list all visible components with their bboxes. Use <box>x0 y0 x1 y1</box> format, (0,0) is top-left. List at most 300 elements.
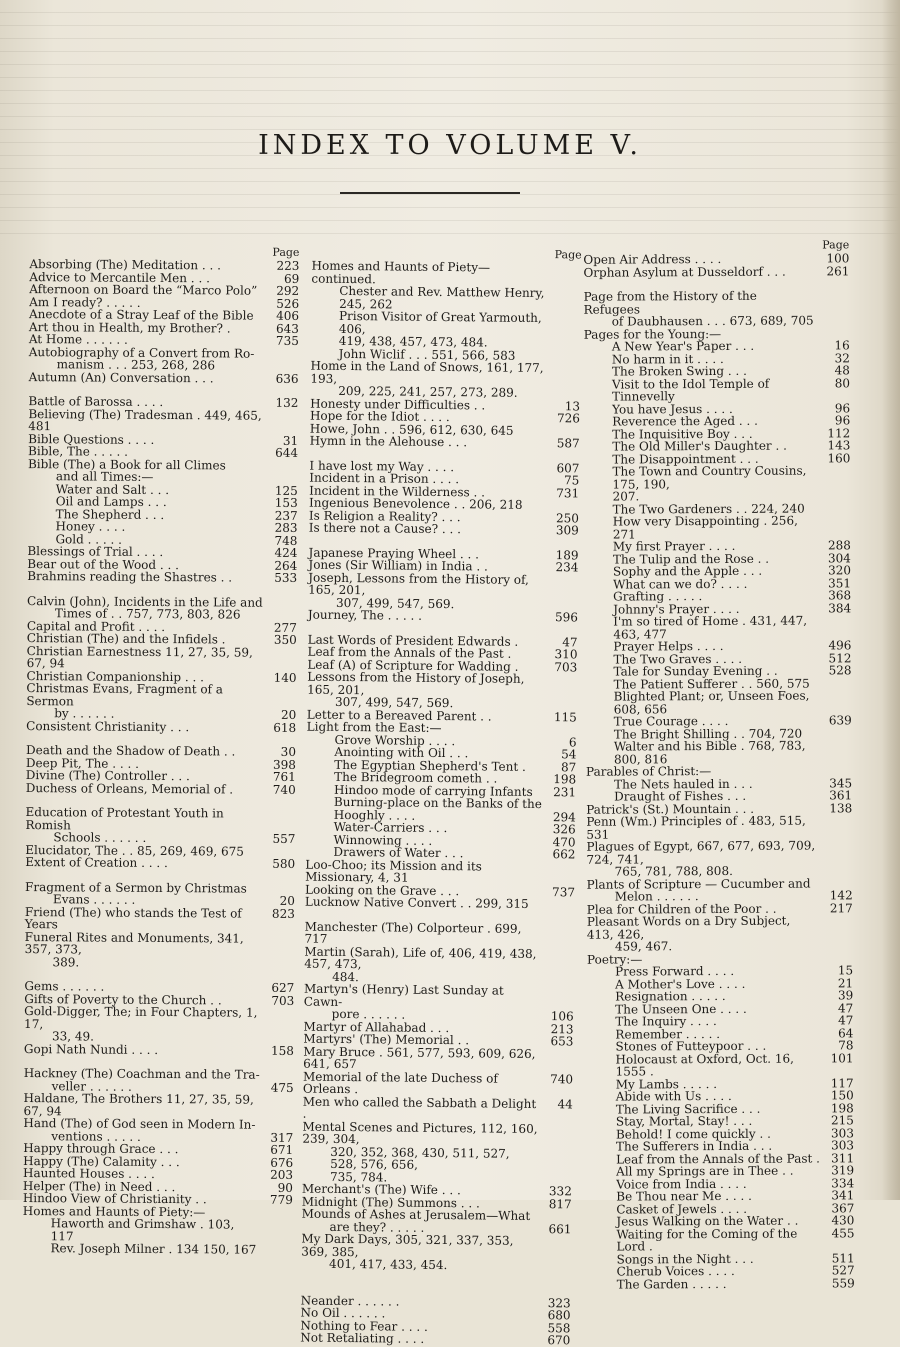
entry-page-number: 231 <box>553 784 577 799</box>
entry-page-number: 215 <box>830 1113 854 1128</box>
entry-title: Plagues of Egypt, 667, 677, 693, 709, 724, 741, <box>586 838 816 867</box>
title-rule <box>340 192 520 194</box>
entry-title: Page from the History of the Refugees <box>583 288 757 317</box>
entry-title: Holocaust at Oxford, Oct. 16, 1555 . <box>615 1051 794 1079</box>
index-entry <box>587 914 853 940</box>
entry-title: Pages for the Young:— <box>583 326 722 342</box>
entry-page-number: 292 <box>276 283 300 298</box>
entry-page-number: 596 <box>554 610 578 625</box>
entry-title: Water-Carriers . . . <box>333 819 448 836</box>
entry-title: Bible (The) a Book for all Climes <box>27 456 226 472</box>
entry-page-number: 731 <box>556 485 580 500</box>
entry-page-number: 142 <box>829 888 853 903</box>
entry-title: Haldane, The Brothers 11, 27, 35, 59, 67, 94 <box>23 1091 254 1118</box>
entry-title: Cherub Voices . . . . <box>616 1263 735 1279</box>
entry-title: Bible, The . . . . . <box>28 444 129 459</box>
entry-title: Capital and Profit . . . . <box>26 618 166 634</box>
entry-title: The Shepherd . . . <box>55 506 165 522</box>
entry-page-number: 217 <box>829 900 853 915</box>
entry-title: Burning-place on the Banks of the <box>333 794 542 812</box>
entry-title: Friend (The) who stands the Test of Years <box>24 904 242 932</box>
entry-title: Last Words of President Edwards . <box>307 632 519 649</box>
entry-page-number: 740 <box>272 782 296 797</box>
index-entry <box>586 689 852 715</box>
entry-title: Evans . . . . . . <box>52 892 136 907</box>
entry-title: Not Retaliating . . . . <box>300 1330 425 1346</box>
entry-page-number: 526 <box>276 296 300 311</box>
entry-title: Hackney (The) Coachman and the Tra- <box>23 1066 260 1082</box>
entry-title: Abide with Us . . . . <box>615 1088 732 1104</box>
entry-title: Plea for Children of the Poor . . <box>586 901 777 917</box>
entry-page-number: 639 <box>828 713 852 728</box>
entry-page-number: 132 <box>275 395 299 410</box>
entry-title: Divine (The) Controller . . . <box>25 768 190 784</box>
index-entry <box>24 956 294 970</box>
entry-title: Parables of Christ:— <box>585 764 712 779</box>
entry-page-number: 334 <box>831 1175 855 1190</box>
entry-page-number: 361 <box>829 788 853 803</box>
entry-page-number: 303 <box>830 1125 854 1140</box>
entry-title: 307, 499, 547, 569. <box>335 595 455 611</box>
entry-title: Prayer Helps . . . . <box>613 638 724 654</box>
entry-title: My Lambs . . . . . <box>615 1076 718 1092</box>
entry-title: Memorial of the late Duchess of Orleans . <box>302 1069 498 1097</box>
bleed-through-text <box>0 0 900 240</box>
entry-title: Am I ready? . . . . . <box>29 294 141 310</box>
index-entry <box>585 614 851 640</box>
entry-title: Christian Companionship . . . <box>26 668 205 684</box>
entry-page-number: 512 <box>828 650 852 665</box>
entry-title: Orphan Asylum at Dusseldorf . . . <box>583 264 786 280</box>
entry-page-number: 310 <box>554 647 578 662</box>
entry-page-number: 31 <box>282 433 299 448</box>
entry-title: Autumn (An) Conversation . . . <box>28 369 214 385</box>
entry-title: Leaf from the Annals of the Past . <box>616 1150 820 1167</box>
index-entry <box>583 265 849 279</box>
index-column-1 <box>22 245 299 1256</box>
entry-page-number: 117 <box>830 1075 854 1090</box>
index-entry <box>27 645 297 672</box>
entry-title: Anointing with Oil . . . <box>334 744 469 761</box>
entry-page-number: 138 <box>829 800 853 815</box>
entry-title: Incident in the Wilderness . . <box>309 483 486 499</box>
entry-title: Nothing to Fear . . . . <box>300 1318 428 1334</box>
entry-title: Battle of Barossa . . . . <box>28 394 164 410</box>
index-entry <box>25 856 295 870</box>
entry-title: Bear out of the Wood . . . <box>27 556 180 572</box>
entry-title: Martyrs' (The) Memorial . . <box>303 1031 470 1048</box>
entry-title: Death and the Shadow of Death . . <box>25 743 236 759</box>
entry-title: A New Year's Paper . . . <box>611 338 755 354</box>
entry-page-number: 153 <box>274 495 298 510</box>
entry-page-number: 294 <box>552 809 576 824</box>
entry-title: by . . . . . . <box>54 706 115 721</box>
entry-title: Neander . . . . . . <box>300 1293 400 1309</box>
entry-page-number: 368 <box>828 588 852 603</box>
entry-page-number: 817 <box>548 1196 572 1211</box>
index-entry <box>27 570 297 584</box>
entry-page-number: 125 <box>274 483 298 498</box>
entry-page-number: 351 <box>828 575 852 590</box>
entry-title: Merchant's (The) Wife . . . <box>301 1181 461 1198</box>
index-entry <box>26 720 296 734</box>
entry-title: Hope for the Idiot . . . . <box>309 408 450 425</box>
entry-page-number: 424 <box>274 545 298 560</box>
entry-title: Oil and Lamps . . . <box>55 494 167 510</box>
entry-title: Chester and Rev. Matthew Henry, 245, 262 <box>339 283 545 311</box>
entry-title: Times of . . 757, 773, 803, 826 <box>54 606 241 622</box>
entry-title: Mounds of Ashes at Jerusalem—What <box>301 1206 531 1223</box>
entry-title: Gold . . . . . <box>55 531 123 547</box>
entry-title: ventions . . . . . <box>51 1128 141 1144</box>
entry-page-number: 78 <box>838 1038 854 1053</box>
entry-page-number: 54 <box>561 747 577 762</box>
entry-title: 320, 352, 368, 430, 511, 527, 528, 576, 656, <box>330 1144 510 1172</box>
entry-title: Open Air Address . . . . <box>583 251 722 267</box>
entry-title: Extent of Creation . . . . <box>25 855 168 871</box>
entry-title: 33, 49. <box>51 1029 95 1044</box>
entry-title: Blessings of Trial . . . . <box>27 544 164 560</box>
entry-title: No harm in it . . . . <box>611 351 724 367</box>
entry-title: Duchess of Orleans, Memorial of . <box>25 780 234 797</box>
entry-title: Winnowing . . . . <box>333 832 433 848</box>
entry-title: The Two Graves . . . . <box>613 651 743 667</box>
entry-page-number: 309 <box>555 523 579 538</box>
index-entry <box>305 896 575 911</box>
index-entry <box>26 682 296 709</box>
entry-page-number: 341 <box>831 1188 855 1203</box>
entry-page-number: 398 <box>272 757 296 772</box>
entry-title: Gifts of Poverty to the Church . . <box>24 991 222 1007</box>
index-entry <box>588 1227 854 1253</box>
index-column-2 <box>300 247 581 1347</box>
entry-page-number: 223 <box>276 258 300 273</box>
entry-title: Waiting for the Coming of the Lord . <box>616 1226 798 1254</box>
entry-title: At Home . . . . . . <box>28 332 128 347</box>
entry-page-number: 203 <box>270 1167 294 1182</box>
entry-page-number: 30 <box>280 744 297 759</box>
entry-page-number: 47 <box>838 1013 854 1028</box>
entry-page-number: 345 <box>829 775 853 790</box>
entry-page-number: 737 <box>552 884 576 899</box>
entry-title: Education of Protestant Youth in Romish <box>25 805 224 832</box>
entry-title: Homes and Haunts of Piety:— <box>22 1203 206 1219</box>
entry-page-number: 16 <box>834 338 850 353</box>
entry-page-number: 527 <box>831 1263 855 1278</box>
entry-title: Joseph, Lessons from the History of, 165, 201, <box>308 570 529 598</box>
entry-title: Remember . . . . . <box>615 1026 721 1042</box>
entry-page-number: 511 <box>831 1250 855 1265</box>
index-entry <box>24 1043 294 1057</box>
entry-title: The Bright Shilling . . 704, 720 <box>613 726 803 742</box>
entry-page-number: 320 <box>828 563 852 578</box>
entry-page-number: 332 <box>548 1184 572 1199</box>
entry-title: Jones (Sir William) in India . . <box>308 557 488 574</box>
entry-title: Absorbing (The) Meditation . . . <box>29 257 222 273</box>
index-entry <box>28 408 298 435</box>
entry-title: Hand (The) of God seen in Modern In- <box>23 1116 256 1132</box>
entry-title: Advice to Mercantile Men . . . <box>29 269 210 285</box>
entry-title: 209, 225, 241, 257, 273, 289. <box>338 383 518 400</box>
entry-title: Afternoon on Board the “Marco Polo” <box>29 282 258 298</box>
entry-page-number: 21 <box>837 975 854 990</box>
entry-title: My Dark Days, 305, 321, 337, 353, 369, 385, <box>301 1231 514 1259</box>
entry-title: Manchester (The) Colporteur . 699, 717 <box>304 919 522 946</box>
entry-title: Funeral Rites and Monuments, 341, 357, 373, <box>24 929 244 957</box>
entry-title: Christian (The) and the Infidels . <box>26 631 226 647</box>
index-entry <box>584 289 850 315</box>
entry-page-number: 350 <box>273 632 297 647</box>
entry-page-number: 198 <box>553 772 577 787</box>
index-entry <box>25 906 295 933</box>
entry-title: Schools . . . . . . <box>53 830 147 845</box>
entry-title: Martyn's (Henry) Last Sunday at Cawn- <box>303 981 504 1009</box>
entry-title: Autobiography of a Convert from Ro- <box>28 344 255 361</box>
page-label: Page <box>554 248 582 262</box>
entry-page-number: 671 <box>270 1142 294 1157</box>
entry-page-number: 39 <box>837 988 854 1003</box>
entry-title: Ingenious Benevolence . . 206, 218 <box>308 495 523 512</box>
entry-page-number: 80 <box>834 375 851 390</box>
entry-page-number: 676 <box>270 1155 294 1170</box>
entry-page-number: 143 <box>827 438 851 453</box>
entry-title: Looking on the Grave . . . <box>304 882 460 898</box>
entry-title: Casket of Jewels . . . . <box>616 1201 748 1217</box>
entry-title: True Courage . . . . <box>613 713 729 729</box>
entry-title: Brahmins reading the Shastres . . <box>27 569 233 585</box>
entry-title: Be Thou near Me . . . . <box>616 1188 752 1204</box>
entry-title: The Nets hauled in . . . <box>614 776 753 792</box>
entry-title: Fragment of a Sermon by Christmas <box>24 879 247 896</box>
entry-page-number: 475 <box>270 1080 294 1095</box>
index-entry <box>23 1092 293 1119</box>
entry-title: Helper (The) in Need . . . <box>22 1178 176 1194</box>
entry-title: Walter and his Bible . 768, 783, 800, 816 <box>613 738 806 767</box>
entry-title: Grafting . . . . . <box>613 589 703 604</box>
entry-title: The Living Sacrifice . . . <box>615 1101 761 1117</box>
entry-title: Howe, John . . 596, 612, 630, 645 <box>309 421 514 438</box>
entry-page-number: 106 <box>550 1009 574 1024</box>
index-entry <box>308 609 578 624</box>
index-entry <box>26 782 296 796</box>
entry-title: Home in the Land of Snows, 161, 177, 193, <box>310 358 544 386</box>
entry-page-number: 661 <box>548 1221 572 1236</box>
entry-title: My first Prayer . . . . <box>612 538 736 554</box>
entry-title: Consistent Christianity . . . <box>26 718 190 734</box>
entry-page-number: 384 <box>828 600 852 615</box>
entry-title: Mental Scenes and Pictures, 112, 160, 239, 304, <box>302 1119 538 1147</box>
entry-page-number: 112 <box>827 425 851 440</box>
entry-title: Letter to a Bereaved Parent . . <box>306 707 492 724</box>
entry-title: 484. <box>332 969 359 984</box>
index-entry <box>25 931 295 958</box>
entry-page-number: 703 <box>554 659 578 674</box>
entry-title: The Garden . . . . . <box>616 1276 727 1292</box>
index-entry <box>589 1277 855 1291</box>
entry-page-number: 580 <box>272 856 296 871</box>
entry-title: The Inquiry . . . . <box>615 1014 717 1029</box>
entry-page-number: 317 <box>270 1130 294 1145</box>
entry-title: 389. <box>52 954 80 969</box>
index-entry <box>586 839 852 865</box>
entry-page-number: 455 <box>831 1225 855 1240</box>
entry-title: 307, 499, 547, 569. <box>334 694 454 711</box>
entry-title: The Disappointment . . . <box>612 451 759 467</box>
entry-title: The Tulip and the Rose . . <box>612 551 770 567</box>
entry-title: Lessons from the History of Joseph, 165, 201, <box>307 669 525 697</box>
entry-title: You have Jesus . . . . <box>612 401 733 417</box>
entry-page-number: 735 <box>275 333 299 348</box>
index-entry <box>588 1052 854 1078</box>
entry-title: Is there not a Cause? . . . <box>308 520 462 537</box>
entry-title: Anecdote of a Stray Leaf of the Bible <box>28 307 254 323</box>
entry-page-number: 559 <box>831 1275 855 1290</box>
entry-title: Leaf from the Annals of the Past . <box>307 644 512 661</box>
index-entry <box>585 514 851 540</box>
entry-title: Visit to the Idol Temple of Tinnevelly <box>611 376 770 404</box>
entry-page-number: 823 <box>271 906 295 921</box>
entry-page-number: 406 <box>276 308 300 323</box>
entry-title: Honesty under Difficulties . . <box>310 396 486 412</box>
entry-title: Bible Questions . . . . <box>28 431 155 447</box>
entry-title: Mary Bruce . 561, 577, 593, 609, 626, 641, 657 <box>303 1044 536 1072</box>
entry-page-number: 303 <box>831 1138 855 1153</box>
entry-page-number: 618 <box>273 720 297 735</box>
entry-title: The Bridegroom cometh . . <box>334 769 498 786</box>
entry-page-number: 326 <box>552 822 576 837</box>
entry-title: Martyr of Allahabad . . . <box>303 1019 450 1035</box>
entry-title: I have lost my Way . . . . <box>309 458 455 474</box>
entry-page-number: 140 <box>273 670 297 685</box>
entry-title: Men who called the Sabbath a Delight . <box>302 1094 537 1121</box>
entry-title: 459, 467. <box>614 939 673 954</box>
entry-title: How very Disappointing . 256, 271 <box>612 513 798 542</box>
entry-page-number: 6 <box>568 734 577 749</box>
entry-page-number: 87 <box>560 759 577 774</box>
entry-title: John Wiclif . . . 551, 566, 583 <box>338 346 516 363</box>
entry-title: Journey, The . . . . . <box>307 607 423 623</box>
entry-title: What can we do? . . . . <box>613 576 748 592</box>
entry-title: Leaf (A) of Scripture for Wadding . <box>307 657 519 674</box>
entry-page-number: 48 <box>834 363 850 378</box>
entry-page-number: 726 <box>556 411 581 426</box>
entry-page-number: 680 <box>547 1308 571 1323</box>
entry-page-number: 250 <box>555 510 580 525</box>
index-entry <box>310 435 580 450</box>
entry-title: Christian Earnestness 11, 27, 35, 59, 67, 94 <box>26 643 253 671</box>
entry-page-number: 237 <box>274 508 298 523</box>
entry-page-number: 75 <box>563 473 580 488</box>
entry-title: Prison Visitor of Great Yarmouth, 406, <box>338 308 542 336</box>
entry-title: are they? . . . . . <box>329 1219 425 1235</box>
entry-title: 735, 784. <box>329 1169 388 1184</box>
entry-page-number: 64 <box>838 1025 854 1040</box>
entry-title: Japanese Praying Wheel . . . <box>308 545 480 561</box>
entry-title: The Two Gardeners . . 224, 240 <box>612 501 805 517</box>
entry-title: Haworth and Grimshaw . 103, 117 <box>50 1216 235 1243</box>
entry-title: The Town and Country Cousins, 175, 190, <box>612 463 807 492</box>
page-label: Page <box>822 238 850 252</box>
entry-title: Hymn in the Alehouse . . . <box>309 433 468 450</box>
entry-title: veller . . . . . . <box>51 1078 132 1094</box>
entry-page-number: 90 <box>277 1180 294 1195</box>
entry-title: Martin (Sarah), Life of, 406, 419, 438, 457, 473, <box>304 944 537 972</box>
index-title: INDEX TO VOLUME V. <box>258 130 642 162</box>
entry-page-number: 288 <box>827 538 851 553</box>
entry-title: Jesus Walking on the Water . . <box>616 1213 799 1229</box>
index-entry <box>24 1005 294 1032</box>
entry-page-number: 158 <box>270 1043 294 1058</box>
entry-title: Haunted Houses . . . . <box>22 1166 155 1181</box>
entry-title: pore . . . . . . <box>331 1006 406 1022</box>
entry-title: Poetry:— <box>586 951 643 967</box>
entry-title: Gopi Nath Nundi . . . . <box>23 1041 159 1057</box>
entry-title: The Old Miller's Daughter . . <box>612 438 787 454</box>
entry-page-number: 323 <box>547 1295 571 1310</box>
entry-title: Press Forward . . . . <box>615 963 735 979</box>
entry-title: Honey . . . . <box>55 519 126 534</box>
entry-title: Loo-Choo; its Mission and its Missionary, 4, 31 <box>305 857 482 885</box>
entry-title: Stones of Futteypoor . . . <box>615 1038 767 1054</box>
entry-title: Is Religion a Reality? . . . <box>308 508 461 524</box>
entry-page-number: 15 <box>837 963 854 978</box>
entry-title: Deep Pit, The . . . . <box>25 755 140 771</box>
entry-page-number: 627 <box>271 980 295 995</box>
entry-title: Midnight (The) Summons . . . <box>301 1194 480 1210</box>
entry-title: Hooghly . . . . <box>333 807 416 823</box>
entry-title: Voice from India . . . . <box>616 1176 747 1192</box>
entry-title: Draught of Fishes . . . <box>614 788 747 804</box>
entry-page-number: 587 <box>556 436 580 451</box>
entry-page-number: 283 <box>274 520 298 535</box>
page-label: Page <box>272 245 300 259</box>
index-entry <box>23 1217 293 1244</box>
entry-title: Resignation . . . . . <box>615 988 726 1004</box>
entry-page-number: 670 <box>547 1333 571 1347</box>
index-entry <box>309 522 579 537</box>
entry-page-number: 558 <box>547 1320 571 1335</box>
entry-title: Art thou in Health, my Brother? . <box>28 319 231 335</box>
entry-title: The Inquisitive Boy . . . <box>612 426 753 442</box>
entry-page-number: 740 <box>550 1071 574 1086</box>
entry-page-number: 653 <box>550 1034 574 1049</box>
entry-page-number: 636 <box>275 371 299 386</box>
entry-title: Elucidator, The . . 85, 269, 469, 675 <box>25 842 244 859</box>
entry-title: Reverence the Aged . . . <box>612 413 758 429</box>
entry-page-number: 496 <box>828 638 852 653</box>
entry-title: Melon . . . . . . <box>614 889 699 904</box>
entry-title: I'm so tired of Home . 431, 447, 463, 477 <box>613 613 808 642</box>
entry-page-number: 96 <box>834 400 851 415</box>
entry-title: Stay, Mortal, Stay! . . . <box>615 1113 753 1129</box>
entry-title: A Mother's Love . . . . <box>615 976 746 992</box>
entry-page-number: 277 <box>273 620 297 635</box>
entry-title: Calvin (John), Incidents in the Life and <box>26 593 263 610</box>
entry-page-number: 101 <box>830 1050 854 1065</box>
entry-title: The Patient Sufferer . . 560, 575 <box>613 676 810 692</box>
entry-page-number: 319 <box>831 1163 855 1178</box>
index-entry <box>586 814 852 840</box>
index-entry <box>22 1242 292 1256</box>
entry-page-number: 643 <box>275 321 300 336</box>
entry-title: Rev. Joseph Milner . 134 150, 167 <box>50 1241 257 1257</box>
entry-page-number: 430 <box>831 1213 855 1228</box>
entry-page-number: 44 <box>557 1096 573 1111</box>
entry-page-number: 100 <box>826 251 850 266</box>
entry-title: Gold-Digger, The; in Four Chapters, 1, 17, <box>24 1004 258 1031</box>
entry-title: Pleasant Words on a Dry Subject, 413, 426, <box>586 913 791 942</box>
entry-page-number: 69 <box>283 271 300 286</box>
